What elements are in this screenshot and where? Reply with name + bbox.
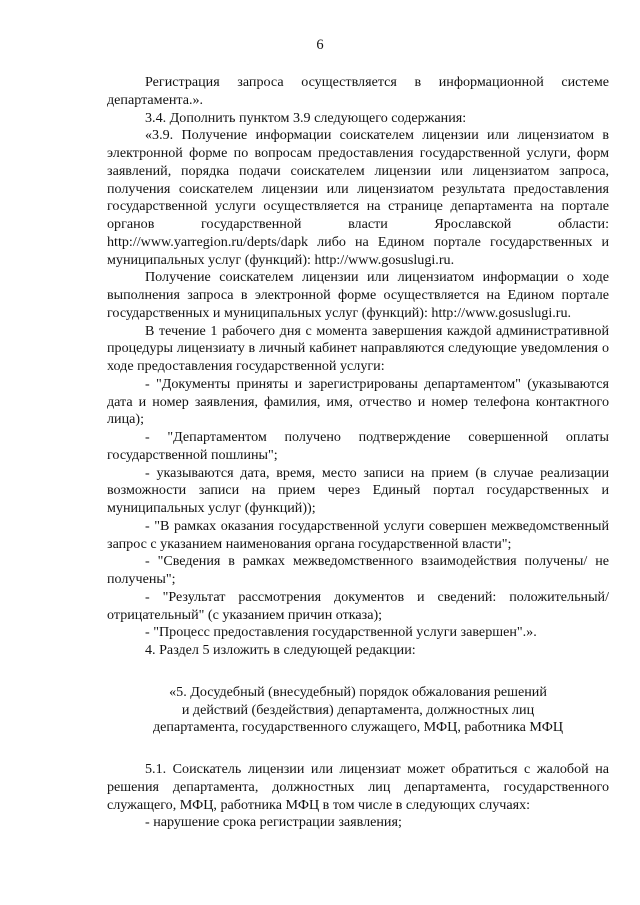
section-5-heading	[107, 684, 609, 737]
paragraph-item-3-4: 3.4. Дополнить пунктом 3.9 следующего содержания:	[145, 109, 467, 126]
list-item-interagency-info: - "Сведения в рамках межведомственного взаимодействия получены/ не получены";	[107, 553, 609, 587]
list-item-interagency-request: - "В рамках оказания государственной услуги совершен межведомственный запрос с указанием наименования органа государственной власти";	[107, 517, 609, 552]
document-body	[107, 74, 609, 832]
paragraph-item-5-1: 5.1. Соискатель лицензии или лицензиат может обратиться с жалобой на решения департамента, должностных лиц департамента, государственного служащего, МФЦ, работника МФЦ в том числе в следующих случаях:	[107, 761, 609, 813]
list-item-process-complete: - "Процесс предоставления государственной услуги завершен".».	[145, 624, 537, 641]
paragraph-progress-info: Получение соискателем лицензии или лицензиатом информации о ходе выполнения запроса в электронной форме осуществляется на Едином портале государственных и муниципальных услуг (функций): http://www.gosuslugi.ru.	[107, 269, 609, 321]
list-item-documents-accepted: - "Документы приняты и зарегистрированы департаментом" (указываются дата и номер заявления, фамилия, имя, отчество и номер телефона контактного лица);	[107, 375, 609, 428]
heading-line: департамента, государственного служащего, МФЦ, работника МФЦ	[152, 719, 564, 736]
heading-line: и действий (бездействия) департамента, должностных лиц	[181, 701, 535, 718]
paragraph-item-3-9: «3.9. Получение информации соискателем лицензии или лицензиатом в электронной форме по вопросам предоставления государственной услуги, форм заявлений, порядка подачи соискателем лицензии или лицензиатом запроса, получения соискателем лицензии или лицензиатом результата предоставления государственной услуги осуществляется на странице департамента на портале органов государственной власти Ярославской области: http://www.yarregion.ru/depts/dapk либо на Едином портале государственных и муниципальных услуг (функций): http://www.gosuslugi.ru.	[107, 127, 609, 268]
page-number: 6	[316, 37, 324, 53]
list-item-review-result: - "Результат рассмотрения документов и сведений: положительный/отрицательный" (с указанием причин отказа);	[107, 588, 609, 623]
paragraph-registration: Регистрация запроса осуществляется в информационной системе департамента.».	[107, 74, 609, 108]
heading-line: «5. Досудебный (внесудебный) порядок обжалования решений	[169, 683, 547, 700]
paragraph-notifications-intro: В течение 1 рабочего дня с момента завершения каждой административной процедуры лицензиату в личный кабинет направляются следующие уведомления о ходе предоставления государственной услуги:	[107, 322, 609, 374]
list-item-registration-deadline: - нарушение срока регистрации заявления;	[145, 814, 402, 831]
list-item-appointment: - указываются дата, время, место записи на прием (в случае реализации возможности записи на прием через Единый портал государственных и муниципальных услуг (функций));	[107, 464, 609, 516]
list-item-payment-confirmed: - "Департаментом получено подтверждение совершенной оплаты государственной пошлины";	[107, 429, 609, 463]
paragraph-item-4: 4. Раздел 5 изложить в следующей редакции:	[145, 642, 416, 658]
